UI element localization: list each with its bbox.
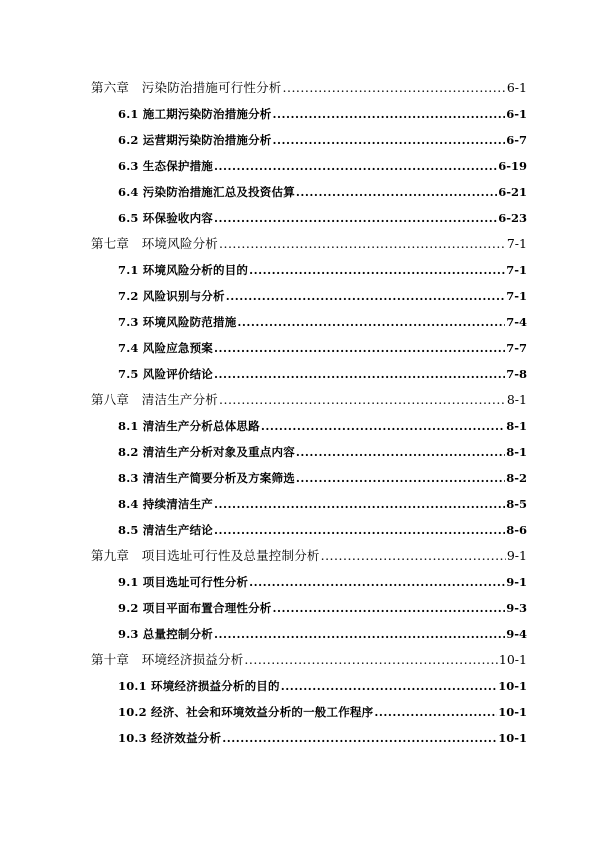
toc-section-7-5[interactable] bbox=[118, 366, 527, 382]
toc-title: 8.3 清洁生产简要分析及方案筛选 bbox=[118, 471, 295, 485]
toc-chapter-6[interactable] bbox=[91, 80, 527, 96]
dot-leader bbox=[261, 418, 505, 434]
dot-leader bbox=[214, 210, 497, 226]
toc-title: 6.3 生态保护措施 bbox=[118, 159, 214, 173]
toc-page-number: 6-19 bbox=[498, 159, 527, 173]
dot-leader bbox=[249, 574, 505, 590]
toc-chapter-10[interactable] bbox=[91, 652, 527, 668]
toc-page-number: 8-2 bbox=[506, 471, 527, 485]
toc-title: 8.5 清洁生产结论 bbox=[118, 523, 214, 537]
toc-title: 第八章 清洁生产分析 bbox=[91, 392, 219, 407]
toc-title: 第十章 环境经济损益分析 bbox=[91, 652, 244, 667]
dot-leader bbox=[214, 626, 505, 642]
toc-section-8-5[interactable] bbox=[118, 522, 527, 538]
dot-leader bbox=[244, 652, 498, 668]
toc-section-6-5[interactable] bbox=[118, 210, 527, 226]
toc-page-number: 8-6 bbox=[506, 523, 527, 537]
toc-page-number: 10-1 bbox=[498, 679, 527, 693]
toc-title: 7.3 环境风险防范措施 bbox=[118, 315, 237, 329]
toc-title: 7.2 风险识别与分析 bbox=[118, 289, 225, 303]
dot-leader bbox=[283, 80, 506, 96]
dot-leader bbox=[222, 730, 497, 746]
toc-title: 7.5 风险评价结论 bbox=[118, 367, 214, 381]
toc-page-number: 8-1 bbox=[506, 419, 527, 433]
toc-section-7-1[interactable] bbox=[118, 262, 527, 278]
toc-page-number: 8-1 bbox=[506, 392, 527, 407]
toc-section-6-4[interactable] bbox=[118, 184, 527, 200]
toc-title: 6.2 运营期污染防治措施分析 bbox=[118, 133, 272, 147]
dot-leader bbox=[214, 158, 497, 174]
toc-page-number: 7-1 bbox=[506, 263, 527, 277]
dot-leader bbox=[296, 444, 505, 460]
toc-title: 6.4 污染防治措施汇总及投资估算 bbox=[118, 185, 295, 199]
toc-title: 8.2 清洁生产分析对象及重点内容 bbox=[118, 445, 295, 459]
toc-section-10-1[interactable] bbox=[118, 678, 527, 694]
toc-title: 8.1 清洁生产分析总体思路 bbox=[118, 419, 260, 433]
toc-section-8-3[interactable] bbox=[118, 470, 527, 486]
dot-leader bbox=[214, 522, 505, 538]
toc-section-9-2[interactable] bbox=[118, 600, 527, 616]
toc-page-number: 7-7 bbox=[506, 341, 527, 355]
toc-page-number: 7-1 bbox=[506, 236, 527, 251]
dot-leader bbox=[296, 470, 505, 486]
dot-leader bbox=[214, 496, 505, 512]
toc-page-number: 7-8 bbox=[506, 367, 527, 381]
dot-leader bbox=[281, 678, 498, 694]
toc-section-6-2[interactable] bbox=[118, 132, 527, 148]
toc-title: 第六章 污染防治措施可行性分析 bbox=[91, 80, 282, 95]
dot-leader bbox=[249, 262, 505, 278]
toc-chapter-7[interactable] bbox=[91, 236, 527, 252]
toc-section-8-2[interactable] bbox=[118, 444, 527, 460]
toc-title: 10.1 环境经济损益分析的目的 bbox=[118, 679, 280, 693]
toc-section-7-3[interactable] bbox=[118, 314, 527, 330]
toc-page-number: 6-1 bbox=[506, 80, 527, 95]
toc-section-9-1[interactable] bbox=[118, 574, 527, 590]
toc-page-number: 10-1 bbox=[498, 652, 527, 667]
toc-section-6-1[interactable] bbox=[118, 106, 527, 122]
dot-leader bbox=[214, 366, 505, 382]
toc-section-7-2[interactable] bbox=[118, 288, 527, 304]
dot-leader bbox=[237, 314, 505, 330]
toc-page-number: 10-1 bbox=[498, 705, 527, 719]
dot-leader bbox=[374, 704, 497, 720]
toc-title: 10.3 经济效益分析 bbox=[118, 731, 222, 745]
toc-title: 9.3 总量控制分析 bbox=[118, 627, 214, 641]
dot-leader bbox=[273, 106, 506, 122]
toc-title: 9.2 项目平面布置合理性分析 bbox=[118, 601, 272, 615]
toc-page-number: 7-1 bbox=[506, 289, 527, 303]
toc-title: 6.1 施工期污染防治措施分析 bbox=[118, 107, 272, 121]
dot-leader bbox=[219, 392, 506, 408]
toc-section-9-3[interactable] bbox=[118, 626, 527, 642]
toc-title: 10.2 经济、社会和环境效益分析的一般工作程序 bbox=[118, 705, 374, 719]
dot-leader bbox=[219, 236, 506, 252]
dot-leader bbox=[273, 600, 506, 616]
toc-title: 7.1 环境风险分析的目的 bbox=[118, 263, 249, 277]
toc-page-number: 8-1 bbox=[506, 445, 527, 459]
toc-chapter-9[interactable] bbox=[91, 548, 527, 564]
toc-title: 6.5 环保验收内容 bbox=[118, 211, 214, 225]
toc-section-7-4[interactable] bbox=[118, 340, 527, 356]
toc-page-number: 6-1 bbox=[506, 107, 527, 121]
toc-page-number: 9-4 bbox=[506, 627, 527, 641]
toc-section-10-2[interactable] bbox=[118, 704, 527, 720]
dot-leader bbox=[321, 548, 506, 564]
dot-leader bbox=[273, 132, 506, 148]
dot-leader bbox=[226, 288, 506, 304]
toc-title: 第七章 环境风险分析 bbox=[91, 236, 219, 251]
toc-section-10-3[interactable] bbox=[118, 730, 527, 746]
toc-page-number: 10-1 bbox=[498, 731, 527, 745]
toc-title: 8.4 持续清洁生产 bbox=[118, 497, 214, 511]
toc-section-8-4[interactable] bbox=[118, 496, 527, 512]
toc-title: 9.1 项目选址可行性分析 bbox=[118, 575, 249, 589]
toc-section-6-3[interactable] bbox=[118, 158, 527, 174]
toc-page-number: 9-1 bbox=[506, 575, 527, 589]
toc-title: 7.4 风险应急预案 bbox=[118, 341, 214, 355]
dot-leader bbox=[214, 340, 505, 356]
toc-page-number: 9-1 bbox=[506, 548, 527, 563]
toc-page-number: 6-21 bbox=[498, 185, 527, 199]
toc-page-number: 9-3 bbox=[506, 601, 527, 615]
toc-page-number: 8-5 bbox=[506, 497, 527, 511]
toc-title: 第九章 项目选址可行性及总量控制分析 bbox=[91, 548, 320, 563]
toc-page-number: 6-7 bbox=[506, 133, 527, 147]
toc-page-number: 6-23 bbox=[498, 211, 527, 225]
toc-page-number: 7-4 bbox=[506, 315, 527, 329]
toc-chapter-8[interactable] bbox=[91, 392, 527, 408]
dot-leader bbox=[296, 184, 497, 200]
toc-section-8-1[interactable] bbox=[118, 418, 527, 434]
